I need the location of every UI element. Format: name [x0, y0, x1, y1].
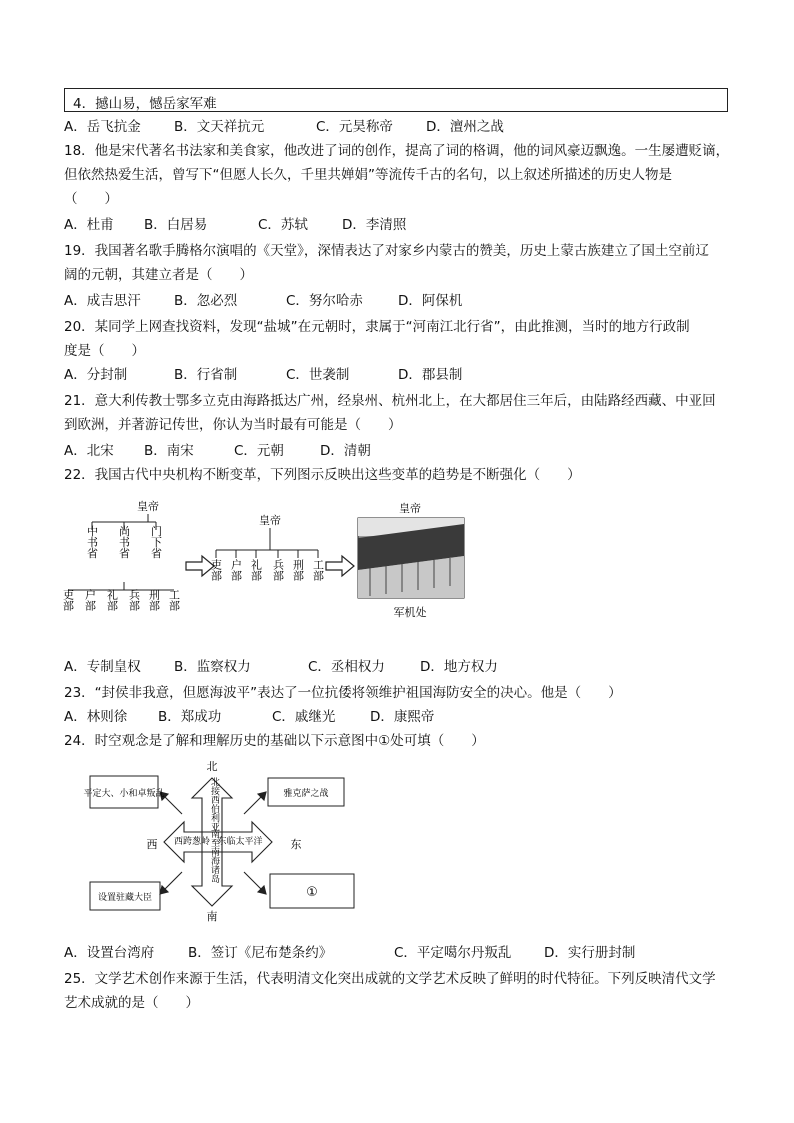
- q18-option-b[interactable]: B．白居易: [144, 217, 208, 233]
- q21-option-b[interactable]: B．南宋: [144, 443, 194, 459]
- q17-options: [64, 116, 732, 138]
- q24-arrow-east-text: 东临太平洋: [217, 837, 263, 847]
- q22-ministry-1-c: 礼部: [105, 589, 119, 611]
- q19-option-c[interactable]: C．努尔哈赤: [286, 293, 363, 309]
- q22-ministry-1-a: 吏部: [61, 589, 75, 611]
- q24-east-label: 东: [290, 838, 302, 851]
- q22-ministry-1-e: 刑部: [147, 589, 161, 611]
- q23-option-c[interactable]: C．戚继光: [272, 709, 336, 725]
- q22-option-a[interactable]: A．专制皇权: [64, 659, 141, 675]
- q17-option-a[interactable]: A．岳飞抗金: [64, 119, 141, 135]
- q24-option-a[interactable]: A．设置台湾府: [64, 945, 155, 961]
- q24-box-top-left-text: 平定大、小和卓叛乱: [83, 789, 165, 799]
- q22-ministry-1-d: 兵部: [127, 589, 141, 611]
- q25-line-1: 25．文学艺术创作来源于生活，代表明清文化突出成就的文学艺术反映了鲜明的时代特征。下列反映清代文学: [64, 971, 716, 987]
- q24-option-c[interactable]: C．平定噶尔丹叛乱: [394, 945, 512, 961]
- q18-line-3: （ ）: [64, 191, 118, 207]
- q21-options: [64, 440, 732, 462]
- q25-line-2: 艺术成就的是（ ）: [64, 995, 199, 1011]
- q24-line-1: 24．时空观念是了解和理解历史的基础以下示意图中①处可填（ ）: [64, 733, 485, 749]
- q18-options: [64, 214, 732, 236]
- q17-option-d[interactable]: D．澶州之战: [426, 119, 504, 135]
- q23-line-1: 23．“封侯非我意，但愿海波平”表达了一位抗倭将领维护祖国海防安全的决心。他是（ ）: [64, 685, 622, 701]
- q22-options: [64, 656, 732, 678]
- q20-line-1: 20．某同学上网查找资料，发现“盐城”在元朝时，隶属于“河南江北行省”，由此推测，当时的地方行政制: [64, 319, 690, 335]
- q22-ministry-2-e: 刑部: [291, 559, 305, 581]
- q24-arrow-south-text: 南至南海诸岛: [209, 829, 219, 883]
- q22-dept-3: 门下省: [149, 525, 163, 559]
- q18-option-d[interactable]: D．李清照: [342, 217, 407, 233]
- q21-line-1: 21．意大利传教士鄂多立克由海路抵达广州，经泉州、杭州北上，在大都居住三年后，由陆路经西藏、中亚回: [64, 393, 716, 409]
- q23-options: [64, 706, 732, 728]
- q22-option-b[interactable]: B．监察权力: [174, 659, 251, 675]
- q22-central-institutions-diagram: [61, 494, 474, 644]
- q20-option-c[interactable]: C．世袭制: [286, 367, 350, 383]
- q20-option-b[interactable]: B．行省制: [174, 367, 238, 383]
- q22-dept-1: 中书省: [85, 525, 99, 559]
- q21-option-d[interactable]: D．清朝: [320, 443, 371, 459]
- q20-option-d[interactable]: D．郡县制: [398, 367, 463, 383]
- q24-arrow-west-text: 西跨葱岭: [173, 837, 211, 847]
- q23-option-d[interactable]: D．康熙帝: [370, 709, 435, 725]
- q22-line-1: 22．我国古代中央机构不断变革，下列图示反映出这些变革的趋势是不断强化（ ）: [64, 467, 581, 483]
- q22-ministry-2-a: 吏部: [209, 559, 223, 581]
- q24-box-bottom-right-text: ①: [306, 885, 318, 900]
- q22-emperor-2: 皇帝: [259, 514, 281, 527]
- q22-ministry-2-d: 兵部: [271, 559, 285, 581]
- q22-option-d[interactable]: D．地方权力: [420, 659, 498, 675]
- q18-line-1: 18．他是宋代著名书法家和美食家，他改进了词的创作，提高了词的格调，他的词风豪迈飘逸。一生屡遭贬谪，: [64, 143, 730, 159]
- q18-option-c[interactable]: C．苏轼: [258, 217, 308, 233]
- q21-option-a[interactable]: A．北宋: [64, 443, 114, 459]
- q22-ministry-2-b: 户部: [229, 559, 243, 581]
- q24-option-b[interactable]: B．签订《尼布楚条约》: [188, 945, 333, 961]
- q22-emperor-3: 皇帝: [399, 502, 421, 515]
- q20-option-a[interactable]: A．分封制: [64, 367, 128, 383]
- q22-junjichu-photo: [358, 518, 464, 598]
- q19-line-2: 阔的元朝，其建立者是（ ）: [64, 267, 253, 283]
- q19-option-b[interactable]: B．忽必烈: [174, 293, 238, 309]
- q22-three-departments: [86, 524, 163, 558]
- q24-box-bottom-left-text: 设置驻藏大臣: [97, 893, 153, 903]
- q22-ministry-2-f: 工部: [311, 559, 325, 581]
- q23-option-a[interactable]: A．林则徐: [64, 709, 128, 725]
- q17-option-c[interactable]: C．元昊称帝: [316, 119, 393, 135]
- q22-dept-2: 尚书省: [117, 525, 131, 559]
- q22-junjichu-label: 军机处: [393, 606, 427, 619]
- q22-ministry-1-f: 工部: [167, 589, 181, 611]
- q19-option-d[interactable]: D．阿保机: [398, 293, 463, 309]
- q24-qing-territory-diagram: [64, 756, 374, 924]
- q18-line-2: 但依然热爱生活，曾写下“但愿人长久，千里共婵娟”等流传千古的名句，以上叙述所描述的历史人物是: [64, 167, 672, 183]
- q17-option-b[interactable]: B．文天祥抗元: [174, 119, 265, 135]
- q24-south-label: 南: [206, 910, 218, 923]
- q23-option-b[interactable]: B．郑成功: [158, 709, 222, 725]
- q17-boxed-option: 4．撼山易，憾岳家军难: [64, 88, 728, 112]
- q22-emperor-1: 皇帝: [137, 500, 159, 513]
- q24-west-label: 西: [146, 838, 158, 851]
- q18-option-a[interactable]: A．杜甫: [64, 217, 114, 233]
- q24-options: [64, 942, 732, 964]
- q22-ministry-2-c: 礼部: [249, 559, 263, 581]
- q19-options: [64, 290, 732, 312]
- q19-option-a[interactable]: A．成吉思汗: [64, 293, 141, 309]
- q24-north-label: 北: [206, 760, 218, 773]
- q19-line-1: 19．我国著名歌手腾格尔演唱的《天堂》，深情表达了对家乡内蒙古的赞美，历史上蒙古族建立了国土空前辽: [64, 243, 709, 259]
- q22-option-c[interactable]: C．丞相权力: [308, 659, 385, 675]
- q22-ministry-1-b: 户部: [83, 589, 97, 611]
- q21-option-c[interactable]: C．元朝: [234, 443, 284, 459]
- q24-arrow-north-text: 北接西伯利亚: [209, 777, 219, 831]
- q24-box-top-right-text: 雅克萨之战: [283, 789, 329, 799]
- q20-line-2: 度是（ ）: [64, 343, 145, 359]
- q20-options: [64, 364, 732, 386]
- q24-option-d[interactable]: D．实行册封制: [544, 945, 636, 961]
- q21-line-2: 到欧洲，并著游记传世，你认为当时最有可能是（ ）: [64, 417, 402, 433]
